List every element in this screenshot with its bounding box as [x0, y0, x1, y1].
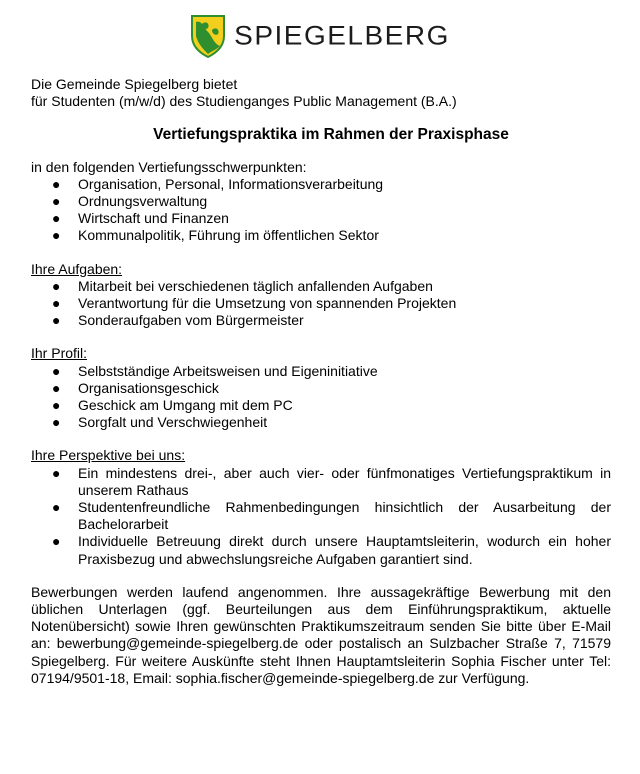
profile-title: Ihr Profil:: [31, 345, 88, 362]
list-item-text: Organisationsgeschick: [78, 379, 219, 396]
list-item: [52, 193, 611, 210]
bullet-icon: ●: [52, 227, 61, 244]
focus-lead: in den folgenden Vertiefungsschwerpunkten:: [31, 158, 307, 175]
intro-line-2: für Studenten (m/w/d) des Studienganges Public Management (B.A.): [31, 93, 457, 110]
bullet-icon: ●: [52, 464, 61, 481]
list-item: [52, 464, 611, 499]
list-item: [52, 227, 611, 244]
list-item-text: Ein mindestens drei-, aber auch vier- oder fünfmonatiges Vertiefungspraktikum in unserem Rathaus: [78, 464, 611, 498]
list-item: [52, 379, 611, 397]
list-item: [52, 175, 611, 193]
list-item: [52, 210, 611, 227]
list-item: [52, 397, 611, 414]
tasks-title: Ihre Aufgaben:: [31, 260, 123, 277]
list-item: [52, 277, 611, 295]
list-item-text: Verantwortung für die Umsetzung von spannenden Projekten: [78, 295, 457, 312]
list-item-text: Sonderaufgaben vom Bürgermeister: [78, 312, 304, 329]
bullet-icon: ●: [52, 210, 61, 227]
list-item-text: Selbstständige Arbeitsweisen und Eigeninitiative: [78, 362, 378, 379]
bullet-icon: ●: [52, 414, 61, 431]
logo-text: SPIEGELBERG: [234, 20, 450, 51]
list-item-text: Wirtschaft und Finanzen: [78, 210, 229, 227]
list-item: [52, 533, 611, 567]
list-item: [52, 499, 611, 533]
bullet-icon: ●: [52, 362, 61, 379]
profile-section: [31, 345, 611, 431]
bullet-icon: ●: [52, 175, 61, 192]
bullet-icon: ●: [52, 312, 61, 329]
perspective-list: [31, 465, 611, 568]
list-item-text: Individuelle Betreuung direkt durch unsere Hauptamtsleiterin, wodurch ein hoher Praxisbezug und abwechslungsreiche Aufgaben garantiert sind.: [78, 533, 611, 567]
bullet-icon: ●: [52, 397, 61, 414]
focus-section: [31, 159, 611, 245]
perspective-section: [31, 447, 611, 567]
intro: [31, 76, 611, 110]
bullet-icon: ●: [52, 193, 61, 210]
perspective-title: Ihre Perspektive bei uns:: [31, 447, 186, 464]
intro-line-1: Die Gemeinde Spiegelberg bietet: [31, 76, 238, 92]
tasks-section: [31, 261, 611, 330]
list-item-text: Ordnungsverwaltung: [78, 193, 208, 210]
bullet-icon: ●: [52, 379, 61, 396]
tasks-list: [31, 278, 611, 330]
list-item: [52, 414, 611, 431]
list-item: [52, 312, 611, 329]
list-item-text: Mitarbeit bei verschiedenen täglich anfallenden Aufgaben: [78, 277, 433, 294]
list-item-text: Kommunalpolitik, Führung im öffentlichen Sektor: [78, 227, 379, 244]
list-item-text: Studentenfreundliche Rahmenbedingungen hinsichtlich der Ausarbeitung der Bachelorarbeit: [78, 499, 611, 533]
bullet-icon: ●: [52, 499, 61, 516]
bullet-icon: ●: [52, 533, 61, 550]
list-item-text: Organisation, Personal, Informationsverarbeitung: [78, 175, 384, 192]
list-item-text: Geschick am Umgang mit dem PC: [78, 397, 293, 414]
document-body: [31, 76, 611, 687]
list-item: [52, 295, 611, 312]
bullet-icon: ●: [52, 277, 61, 294]
bullet-icon: ●: [52, 295, 61, 312]
coat-of-arms-icon: [190, 14, 226, 58]
list-item: [52, 362, 611, 380]
focus-list: [31, 176, 611, 245]
profile-list: [31, 363, 611, 432]
page-title: Vertiefungspraktika im Rahmen der Praxisphase: [153, 126, 509, 144]
header-logo: [0, 8, 640, 64]
list-item-text: Sorgfalt und Verschwiegenheit: [78, 414, 268, 431]
closing-paragraph: Bewerbungen werden laufend angenommen. Ihre aussagekräftige Bewerbung mit den üblichen Unterlagen (ggf. Beurteilungen aus dem Einführungspraktikum, aktuelle Notenübersicht) sowie Ihren gewünschten Praktikumszeitraum senden Sie bitte über E-Mail an: bewerbung@gemeinde-spiegelberg.de oder postalisch an Sulzbacher Straße 7, 71579 Spiegelberg. Für weitere Auskünfte steht Ihnen Hauptamtsleiterin Sophia Fischer unter Tel: 07194/9501-18, Email: sophia.fischer@gemeinde-spiegelberg.de zur Verfügung.: [31, 583, 611, 686]
